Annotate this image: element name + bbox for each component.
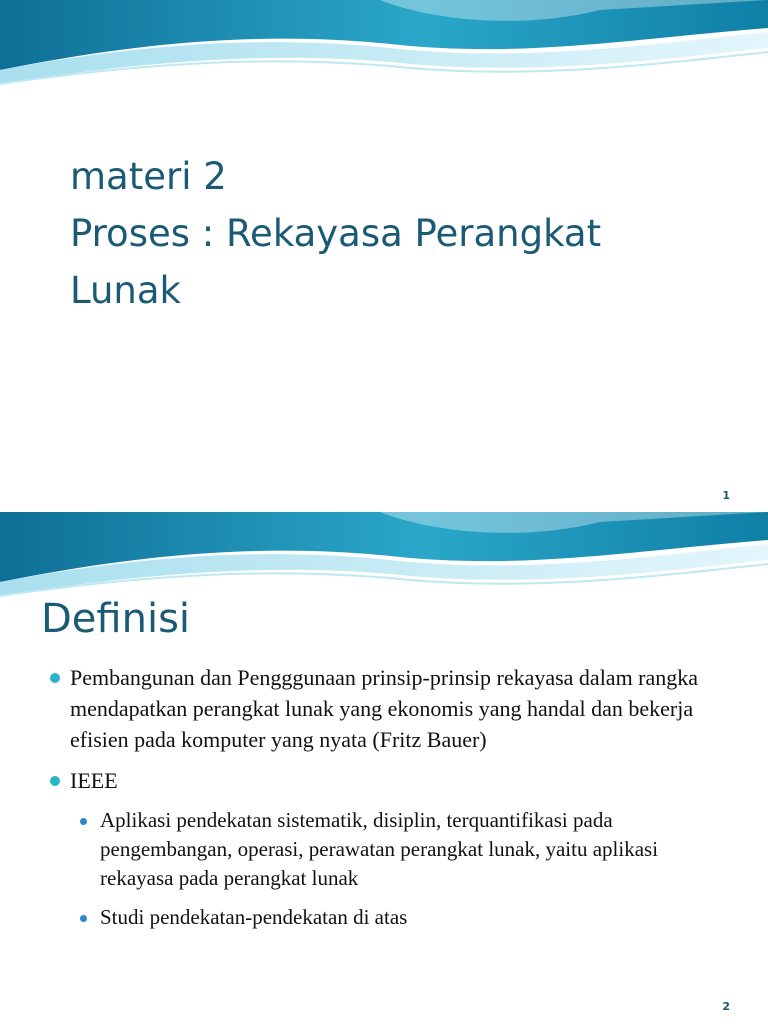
bullet-text: IEEE xyxy=(70,768,118,793)
bullet-item xyxy=(0,662,720,755)
title-line: Lunak xyxy=(70,269,181,312)
bullet-icon xyxy=(50,673,60,683)
wave-decoration xyxy=(0,0,768,95)
title-line: materi 2 xyxy=(70,155,227,198)
bullet-text: Aplikasi pendekatan sistematik, disiplin, terquantifikasi pada pengembangan, operasi, perawatan perangkat lunak, yaitu aplikasi rekayasa pada perangkat lunak xyxy=(100,808,659,890)
bullet-text: Pembangunan dan Pengggunaan prinsip-prinsip rekayasa dalam rangka mendapatkan perangkat lunak yang ekonomis yang handal dan bekerja efisien pada komputer yang nyata (Fritz Bauer) xyxy=(70,665,699,752)
bullet-icon xyxy=(80,818,87,825)
sub-bullet-item xyxy=(0,806,730,893)
page-number: 2 xyxy=(722,1000,730,1013)
slide-title xyxy=(70,148,601,319)
bullet-item xyxy=(0,765,720,796)
page-number: 1 xyxy=(722,489,730,502)
title-line: Proses : Rekayasa Perangkat xyxy=(70,212,602,255)
slide-2 xyxy=(0,512,768,1024)
bullet-icon xyxy=(50,776,60,786)
sub-bullet-item xyxy=(0,903,730,932)
slide-title: Definisi xyxy=(41,596,191,642)
bullet-icon xyxy=(80,915,87,922)
bullet-list xyxy=(0,662,768,942)
bullet-text: Studi pendekatan-pendekatan di atas xyxy=(100,905,408,929)
